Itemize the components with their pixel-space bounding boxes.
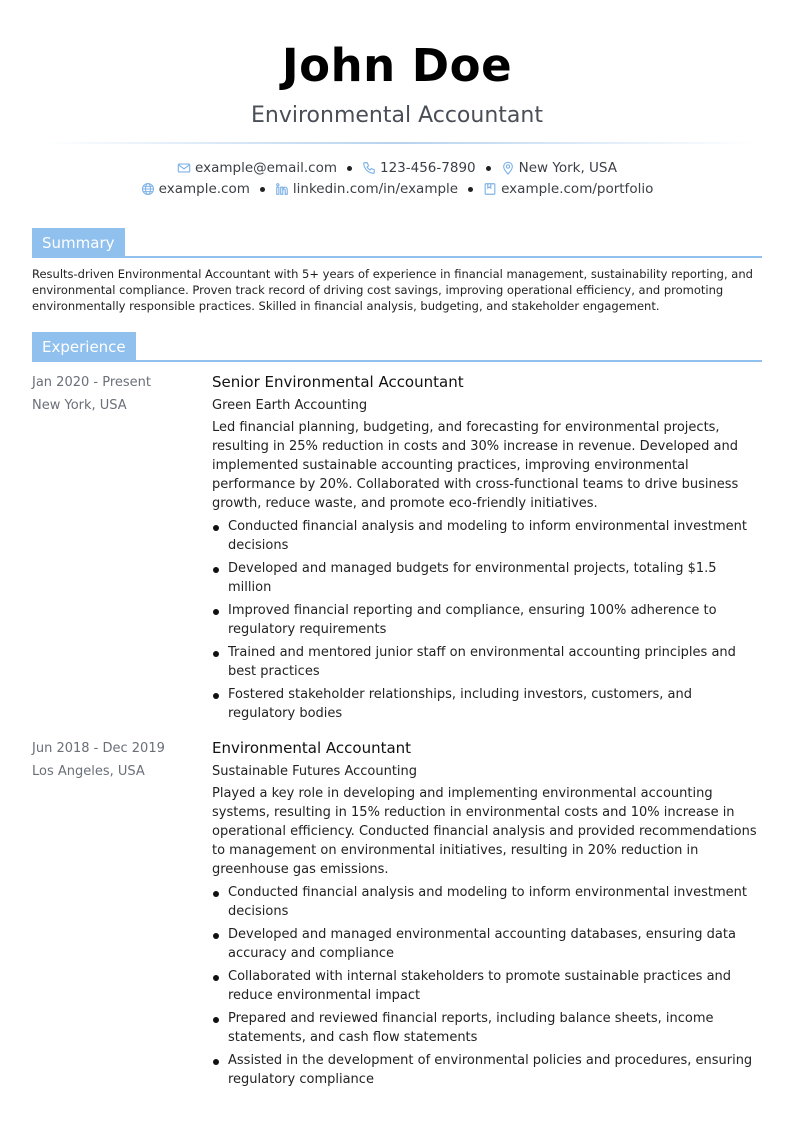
contact-separator: [486, 166, 491, 171]
job-location: Los Angeles, USA: [32, 764, 145, 779]
job-bullets: [212, 883, 762, 1089]
summary-text: Results-driven Environmental Accountant with 5+ years of experience in financial management, sustainability reporting, and environmental compliance. Proven track record of driving cost savings, improving operational efficiency, and promoting environmentally responsible practices. Skilled in financial analysis, budgeting, and stakeholder engagement.: [32, 267, 753, 313]
job-company: Sustainable Futures Accounting: [212, 764, 418, 779]
contact-separator: [260, 187, 265, 192]
experience-header: [32, 332, 762, 364]
bullet-text: Conducted financial analysis and modeling to inform environmental investment decisions: [228, 519, 747, 553]
contact-website[interactable]: [141, 179, 250, 199]
summary-header: [32, 228, 762, 260]
header-divider: [40, 142, 754, 144]
list-item: [212, 517, 762, 555]
contact-portfolio-text: example.com/portfolio: [501, 181, 654, 197]
list-item: [212, 1009, 762, 1047]
bullet-text: Prepared and reviewed financial reports, including balance sheets, income statements, and cash flow statements: [228, 1011, 714, 1045]
contact-separator: [347, 166, 352, 171]
summary-divider: [32, 256, 762, 258]
list-item: [212, 1051, 762, 1089]
bullet-text: Fostered stakeholder relationships, including investors, customers, and regulatory bodies: [228, 687, 692, 721]
job-role: Senior Environmental Accountant: [212, 373, 464, 391]
contact-separator: [468, 187, 473, 192]
contact-row-secondary: [0, 179, 794, 199]
list-item: [212, 559, 762, 597]
bullet-icon: [213, 567, 219, 573]
job-meta: [32, 737, 212, 1093]
job-entry: [32, 737, 762, 1093]
summary-section: [32, 228, 762, 314]
list-item: [212, 601, 762, 639]
contact-location-text: New York, USA: [518, 160, 617, 176]
candidate-name: John Doe: [281, 39, 513, 92]
list-item: [212, 925, 762, 963]
contact-location: [501, 158, 617, 178]
list-item: [212, 643, 762, 681]
list-item: [212, 967, 762, 1005]
bullet-icon: [213, 651, 219, 657]
bullet-text: Developed and managed environmental accounting databases, ensuring data accuracy and compliance: [228, 927, 736, 961]
bullet-icon: [213, 525, 219, 531]
experience-heading: Experience: [32, 332, 136, 362]
contact-email-text: example@email.com: [195, 160, 337, 176]
bullet-text: Assisted in the development of environmental policies and procedures, ensuring regulatory compliance: [228, 1053, 753, 1087]
bullet-icon: [213, 891, 219, 897]
job-details: [212, 737, 762, 1093]
job-details: [212, 371, 762, 727]
summary-heading: Summary: [32, 228, 125, 258]
job-date: Jan 2020 - Present: [32, 375, 151, 390]
job-location: New York, USA: [32, 398, 127, 413]
contact-phone-text: 123-456-7890: [379, 160, 476, 176]
contact-email[interactable]: [177, 158, 337, 178]
job-description: Played a key role in developing and implementing environmental accounting systems, resulting in 15% reduction in environmental costs and 10% increase in operational efficiency. Conducted financial analysis and provided recommendations to management on environmental initiatives, resulting in 20% reduction in greenhouse gas emissions.: [212, 786, 757, 877]
mail-icon: [177, 161, 191, 175]
candidate-title: Environmental Accountant: [251, 103, 543, 128]
list-item: [212, 685, 762, 723]
bullet-icon: [213, 933, 219, 939]
job-bullets: [212, 517, 762, 723]
job-entry: [32, 371, 762, 727]
bullet-icon: [213, 1017, 219, 1023]
map-pin-icon: [501, 161, 515, 175]
list-item: [212, 883, 762, 921]
linkedin-icon: [275, 182, 289, 196]
bullet-text: Developed and managed budgets for environmental projects, totaling $1.5 million: [228, 561, 717, 595]
contact-phone[interactable]: [362, 158, 476, 178]
contact-linkedin[interactable]: [275, 179, 458, 199]
experience-section: [32, 332, 762, 1093]
bullet-text: Collaborated with internal stakeholders to promote sustainable practices and reduce environmental impact: [228, 969, 732, 1003]
job-role: Environmental Accountant: [212, 739, 412, 757]
job-company: Green Earth Accounting: [212, 398, 368, 413]
globe-icon: [141, 182, 155, 196]
bullet-icon: [213, 975, 219, 981]
bullet-icon: [213, 1059, 219, 1065]
job-description: Led financial planning, budgeting, and forecasting for environmental projects, resulting in 25% reduction in costs and 30% increase in revenue. Developed and implemented sustainable accounting practices, improving environmental performance by 20%. Collaborated with cross-functional teams to drive business growth, reduce waste, and promote eco-friendly initiatives.: [212, 420, 739, 511]
contact-row-primary: [0, 158, 794, 178]
resume-header: [0, 0, 794, 199]
portfolio-icon: [483, 182, 497, 196]
experience-divider: [32, 360, 762, 362]
phone-icon: [362, 161, 376, 175]
bullet-icon: [213, 609, 219, 615]
contact-website-text: example.com: [158, 181, 250, 197]
bullet-icon: [213, 693, 219, 699]
contact-portfolio[interactable]: [483, 179, 653, 199]
bullet-text: Trained and mentored junior staff on environmental accounting principles and best practices: [228, 645, 736, 679]
bullet-text: Conducted financial analysis and modeling to inform environmental investment decisions: [228, 885, 747, 919]
bullet-text: Improved financial reporting and compliance, ensuring 100% adherence to regulatory requirements: [228, 603, 717, 637]
job-meta: [32, 371, 212, 727]
job-date: Jun 2018 - Dec 2019: [32, 741, 165, 756]
contact-linkedin-text: linkedin.com/in/example: [292, 181, 459, 197]
